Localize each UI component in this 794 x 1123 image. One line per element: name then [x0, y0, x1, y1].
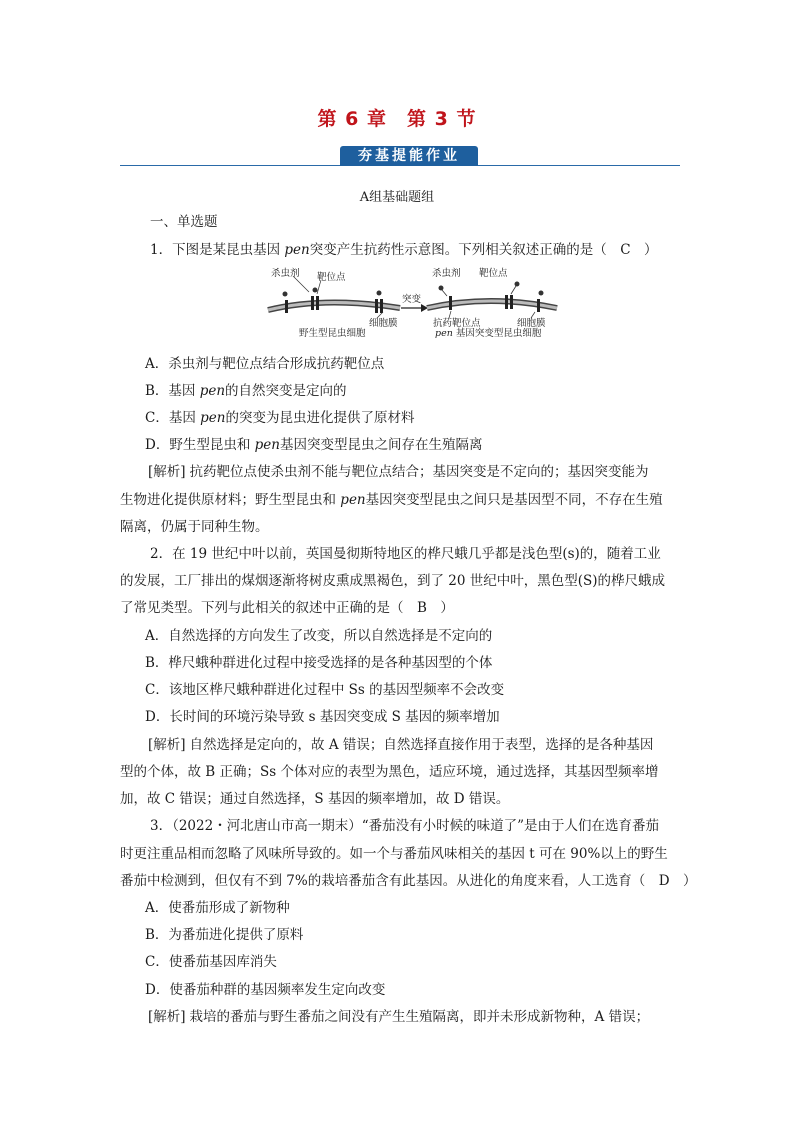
- q2-option-c: C．该地区桦尺蛾种群进化过程中 Ss 的基因型频率不会改变: [145, 682, 505, 698]
- target-site: [316, 296, 319, 310]
- q1-analysis-line1: [148, 463, 649, 481]
- q3-stem-line1: 3．（2022・河北唐山市高一期末）“番茄没有小时候的味道了”是由于人们在选育番茄: [150, 818, 659, 834]
- label-mutant-text: 基因突变型昆虫细胞: [452, 328, 542, 339]
- q1-option-c-gene: pen: [200, 410, 226, 426]
- q1-option-a: [145, 355, 384, 373]
- target-site: [311, 296, 314, 310]
- target-site: [510, 295, 513, 309]
- q1-analysis-text2-post: 基因突变型昆虫之间只是基因型不同，不存在生殖: [365, 492, 663, 508]
- q2-analysis-tag: [解析]: [148, 737, 186, 753]
- q2-option-a: A．自然选择的方向发生了改变，所以自然选择是不定向的: [145, 628, 493, 644]
- target-site: [449, 296, 452, 310]
- q1-option-a-text: A．杀虫剂与靶位点结合形成抗药靶位点: [145, 356, 385, 372]
- q1-analysis-tag: [解析]: [148, 464, 186, 480]
- q1-analysis-text1: 抗药靶位点使杀虫剂不能与靶位点结合；基因突变是不定向的；基因突变能为: [189, 464, 649, 480]
- label-insecticide-right: 杀虫剂: [432, 268, 461, 279]
- insecticide-dots-left: [283, 288, 382, 297]
- q1-option-c: [145, 409, 414, 427]
- q3-stem-line3: [120, 872, 697, 890]
- q2-option-d: D．长时间的环境污染导致 s 基因突变成 S 基因的频率增加: [145, 709, 500, 725]
- repel-arrow: [511, 286, 516, 294]
- q2-option-b: B．桦尺蛾种群进化过程中接受选择的是各种基因型的个体: [145, 655, 493, 671]
- q3-option-d: D．使番茄种群的基因频率发生定向改变: [145, 982, 386, 998]
- repel-arrow: [442, 290, 447, 296]
- q1-option-b-gene: pen: [199, 383, 226, 399]
- insecticide-dot: [439, 286, 444, 291]
- q1-option-d-gene: pen: [254, 437, 280, 453]
- insecticide-dot: [313, 288, 318, 293]
- q3-analysis-text1: 栽培的番茄与野生番茄之间没有产生生殖隔离，即并未形成新物种，A 错误；: [189, 1009, 650, 1025]
- q2-stem-line3: [120, 599, 454, 617]
- q3-answer: （ D ）: [631, 873, 697, 889]
- q3-analysis-tag: [解析]: [148, 1009, 186, 1025]
- q1-stem: [150, 241, 658, 259]
- q1-option-d-pre: D．野生型昆虫和: [145, 437, 255, 453]
- q3-stem-text3: 番茄中检测到，但仅有不到 7%的栽培番茄含有此基因。从进化的角度来看，人工选育: [120, 873, 632, 889]
- q3-option-a: A．使番茄形成了新物种: [145, 900, 290, 916]
- q1-option-c-post: 的突变为昆虫进化提供了原材料: [225, 410, 415, 426]
- q2-analysis-line2: 型的个体，故 B 正确；Ss 个体对应的表型为黑色，适应环境，通过选择，其基因型频率增: [120, 764, 659, 780]
- q3-option-b: B．为番茄进化提供了原料: [145, 927, 304, 943]
- label-wild-type: 野生型昆虫细胞: [299, 328, 366, 339]
- label-membrane-left: 细胞膜: [369, 318, 398, 329]
- q3-stem-line2: 时更注重品相而忽略了风味所导致的。如一个与番茄风味相关的基因 t 可在 90%以上的野生: [120, 846, 668, 862]
- target-site: [505, 295, 508, 309]
- leader-line: [449, 311, 451, 318]
- q2-stem-line1: 2．在 19 世纪中叶以前，英国曼彻斯特地区的桦尺蛾几乎都是浅色型(s)的，随着工业: [150, 546, 661, 562]
- q1-answer: （ C ）: [593, 242, 658, 258]
- group-title: A组基础题组: [359, 190, 435, 205]
- target-site: [380, 299, 383, 313]
- target-site: [537, 299, 540, 312]
- insecticide-dots-right: [439, 282, 544, 296]
- label-target-left: 靶位点: [317, 272, 346, 283]
- q1-stem-post: 突变产生抗药性示意图。下列相关叙述正确的是: [309, 242, 594, 258]
- label-mutant-gene: pen: [435, 328, 453, 339]
- insecticide-dot: [539, 291, 544, 296]
- label-resistant-site: 抗药靶位点: [433, 318, 481, 329]
- q2-stem-line2: 的发展，工厂排出的煤烟逐渐将树皮熏成黑褐色，到了 20 世纪中叶，黑色型(S)的桦尺蛾成: [120, 573, 666, 589]
- q3-analysis-line1: [148, 1008, 649, 1026]
- label-mutation: 突变: [402, 294, 422, 305]
- insecticide-dot: [283, 292, 288, 297]
- q3-option-c: C．使番茄基因库消失: [145, 954, 277, 970]
- q1-stem-gene: pen: [284, 242, 310, 258]
- insecticide-dot: [515, 282, 520, 287]
- q1-option-b-pre: B．基因: [145, 383, 200, 399]
- label-target-right: 靶位点: [479, 268, 508, 279]
- label-membrane-right: 细胞膜: [517, 318, 546, 329]
- label-mutant: [435, 327, 542, 339]
- q1-analysis-line2: [120, 491, 663, 509]
- target-site: [285, 300, 288, 313]
- q1-option-b-post: 的自然突变是定向的: [225, 383, 347, 399]
- q2-stem-text3: 了常见类型。下列与此相关的叙述中正确的是: [120, 600, 390, 616]
- q2-answer: （ B ）: [390, 600, 454, 616]
- q1-stem-pre: 1．下图是某昆虫基因: [150, 242, 285, 258]
- q1-option-d: [145, 436, 482, 454]
- q2-analysis-line3: 加，故 C 错误；通过自然选择，S 基因的频率增加，故 D 错误。: [120, 791, 510, 807]
- q1-option-c-pre: C．基因: [145, 410, 201, 426]
- target-site: [375, 299, 378, 313]
- q1-analysis-line3: 隔离，仍属于同种生物。: [120, 519, 269, 535]
- q1-diagram: [265, 266, 560, 342]
- q1-analysis-text2-pre: 生物进化提供原材料；野生型昆虫和: [120, 492, 341, 508]
- section-title: 一、单选题: [150, 214, 218, 230]
- q1-analysis-gene: pen: [340, 492, 366, 508]
- insecticide-dot: [377, 291, 382, 296]
- page-title: 第 6 章 第 3 节: [317, 108, 477, 130]
- section-banner: 夯基提能作业: [340, 146, 478, 166]
- q2-analysis-line1: [148, 736, 653, 754]
- q1-option-d-post: 基因突变型昆虫之间存在生殖隔离: [279, 437, 483, 453]
- label-insecticide-left: 杀虫剂: [271, 268, 300, 279]
- q1-option-b: [145, 382, 347, 400]
- q2-analysis-text1: 自然选择是定向的，故 A 错误；自然选择直接作用于表型，选择的是各种基因: [189, 737, 654, 753]
